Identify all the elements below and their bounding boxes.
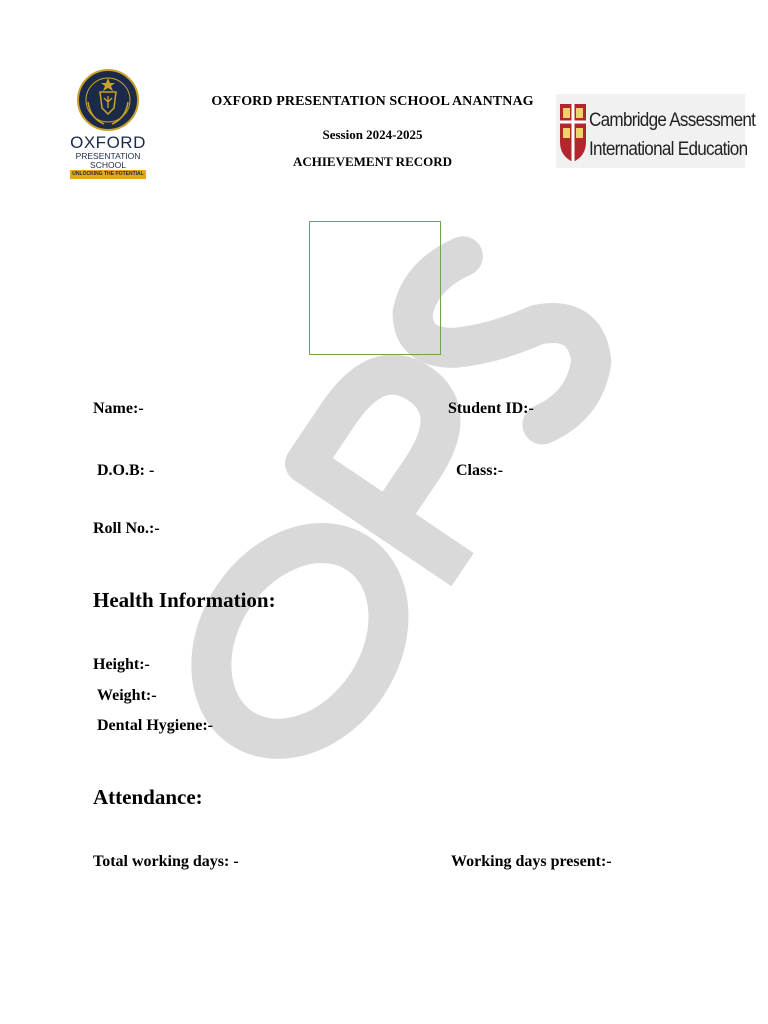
roll-no-label: Roll No.:- <box>93 520 160 537</box>
working-days-present-label: Working days present:- <box>451 853 612 870</box>
oxford-logo <box>64 62 152 180</box>
student-id-label: Student ID:- <box>448 400 534 417</box>
logo-presentation-text: PRESENTATION <box>75 151 141 161</box>
cambridge-logo <box>556 94 756 168</box>
health-heading: Health Information: <box>93 588 276 612</box>
cambridge-line2: International Education <box>589 139 748 160</box>
height-label: Height:- <box>93 656 150 673</box>
logo-oxford-text: OXFORD <box>70 133 146 152</box>
crest-icon <box>64 62 152 132</box>
total-working-days-label: Total working days: - <box>93 853 239 870</box>
weight-label: Weight:- <box>97 687 157 704</box>
cambridge-line1: Cambridge Assessment <box>589 110 756 131</box>
school-name: OXFORD PRESENTATION SCHOOL ANANTNAG <box>211 94 534 109</box>
logo-school-text: SCHOOL <box>90 160 126 170</box>
dob-label: D.O.B: - <box>97 462 155 479</box>
dental-hygiene-label: Dental Hygiene:- <box>97 717 213 734</box>
session-text: Session 2024-2025 <box>322 127 423 142</box>
cambridge-shield-icon <box>558 100 588 164</box>
class-label: Class:- <box>456 462 504 479</box>
record-title: ACHIEVEMENT RECORD <box>292 154 453 169</box>
photo-box[interactable] <box>309 221 441 355</box>
logo-tagline: UNLOCKING THE POTENTIAL <box>70 170 146 179</box>
attendance-heading: Attendance: <box>93 785 203 809</box>
name-label: Name:- <box>93 400 144 417</box>
